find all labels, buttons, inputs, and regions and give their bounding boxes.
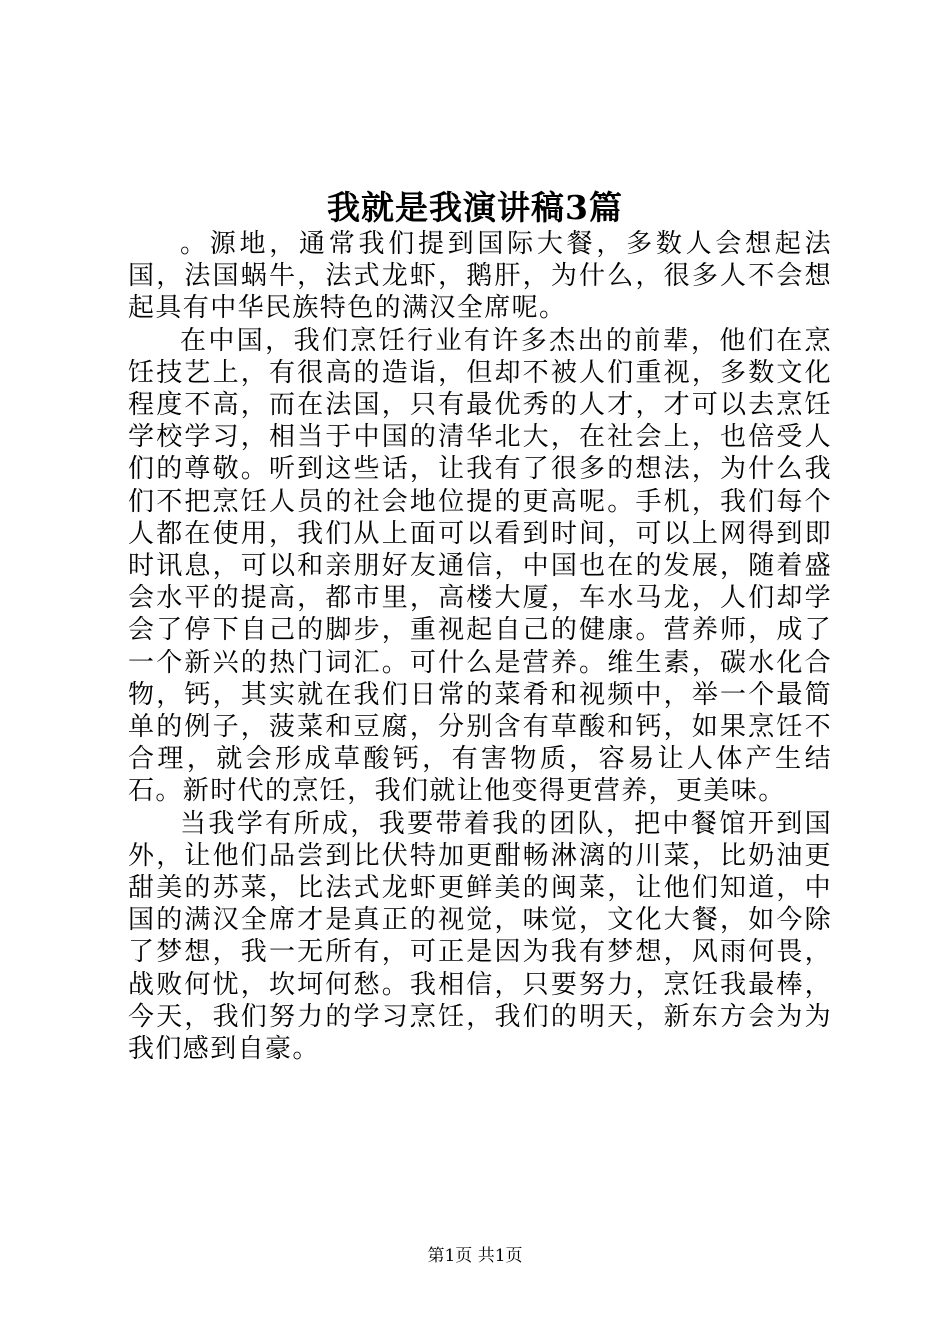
paragraph-1: 。源地，通常我们提到国际大餐，多数人会想起法国，法国蜗牛，法式龙虾，鹅肝，为什么，很多人不会想起具有中华民族特色的满汉全席呢。	[128, 229, 832, 324]
document-title: 我就是我演讲稿3篇	[327, 188, 623, 227]
document-body	[128, 228, 832, 1065]
page-footer: 第1页 共1页	[427, 1246, 523, 1266]
paragraph-3: 当我学有所成，我要带着我的团队，把中餐馆开到国外，让他们品尝到比伏特加更酣畅淋漓的川菜，比奶油更甜美的苏菜，比法式龙虾更鲜美的闽菜，让他们知道，中国的满汉全席才是真正的视觉，味觉，文化大餐，如今除了梦想，我一无所有，可正是因为我有梦想，风雨何畏，战败何忧，坎坷何愁。我相信，只要努力，烹饪我最棒，今天，我们努力的学习烹饪，我们的明天，新东方会为为我们感到自豪。	[128, 808, 832, 1065]
paragraph-2: 在中国，我们烹饪行业有许多杰出的前辈，他们在烹饪技艺上，有很高的造诣，但却不被人们重视，多数文化程度不高，而在法国，只有最优秀的人才，才可以去烹饪学校学习，相当于中国的清华北大，在社会上，也倍受人们的尊敬。听到这些话，让我有了很多的想法，为什么我们不把烹饪人员的社会地位提的更高呢。手机，我们每个人都在使用，我们从上面可以看到时间，可以上网得到即时讯息，可以和亲朋好友通信，中国也在的发展，随着盛会水平的提高，都市里，高楼大厦，车水马龙，人们却学会了停下自己的脚步，重视起自己的健康。营养师，成了一个新兴的热门词汇。可什么是营养。维生素，碳水化合物，钙，其实就在我们日常的菜肴和视频中，举一个最简单的例子，菠菜和豆腐，分别含有草酸和钙，如果烹饪不合理，就会形成草酸钙，有害物质，容易让人体产生结石。新时代的烹饪，我们就让他变得更营养，更美味。	[128, 325, 832, 807]
